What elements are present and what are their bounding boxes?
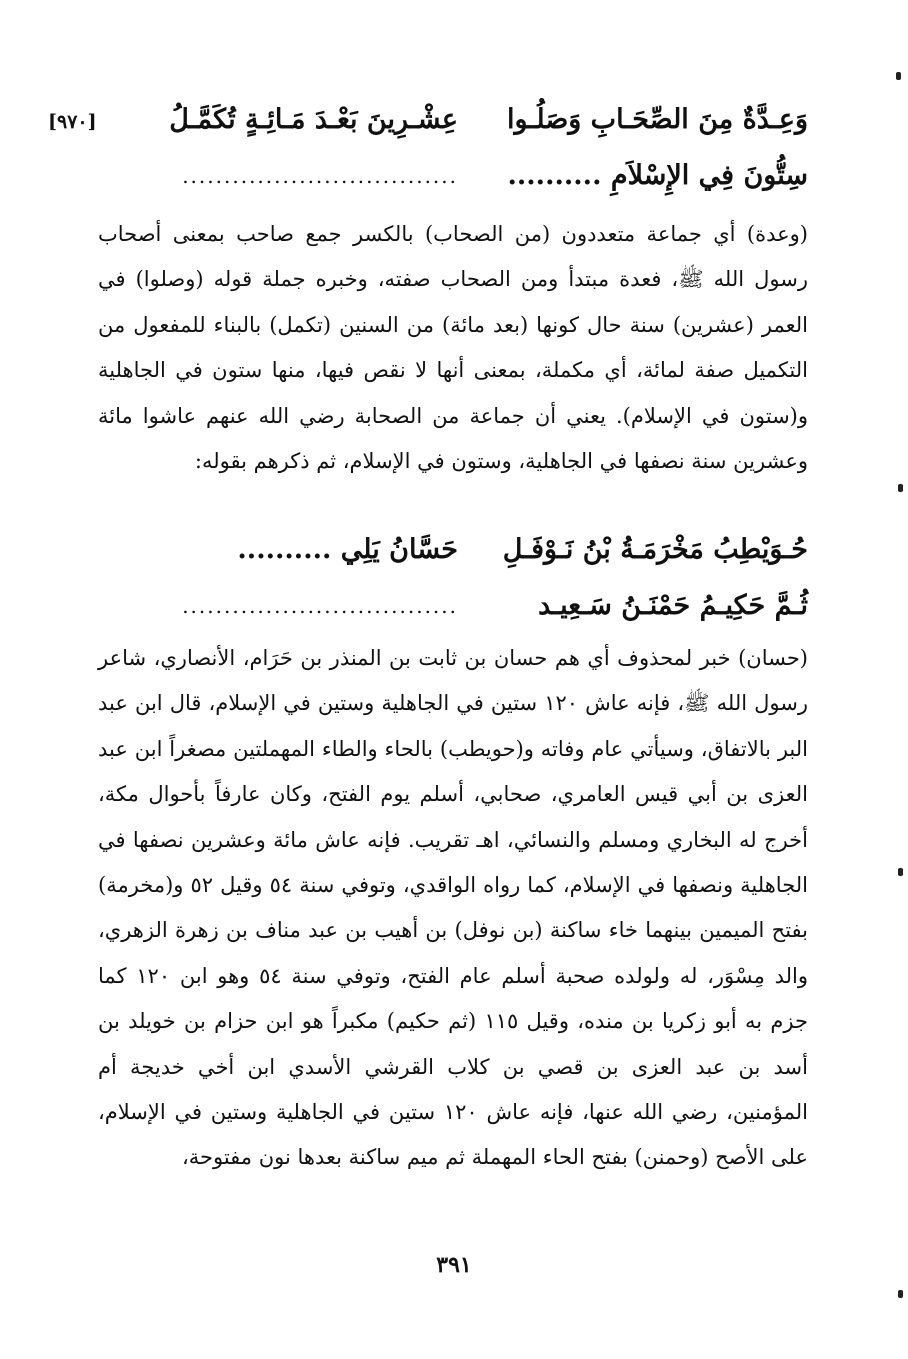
verse-number: [٩٧٠] [48,111,97,133]
scan-margin-mark [898,1290,903,1298]
verse-971-third-hemistich: ثُـمَّ حَكِيـمُ حَمْنَـنُ سَـعِيـد [538,590,808,621]
verse-970-second-hemistich: عِشْـرِينَ بَعْـدَ مَـائِـةٍ تُكَمَّـلُ [169,104,458,135]
verse-970-line-1 [48,92,808,148]
scan-margin-mark [898,484,903,492]
verse-971-second-hemistich: حَسَّانُ يَلِي .......... [237,534,458,565]
commentary-paragraph-2: (حسان) خبر لمحذوف أي هم حسان بن ثابت بن المنذر بن حَرَام، الأنصاري، شاعر رسول الله ﷺ، فإنه عاش ١٢٠ ستين في الجاهلية وستين في الإسلام، قال ابن عبد البر بالاتفاق، وسيأتي عام وفاته و(حويطب) بالحاء والطاء المهملتين مصغراً ابن عبد العزى بن أبي قيس العامري، صحابي، أسلم يوم الفتح، وكان عارفاً بأحوال مكة، أخرج له البخاري ومسلم والنسائي، اهـ تقريب. فإنه عاش مائة وعشرين نصفها في الجاهلية ونصفها في الإسلام، كما رواه الواقدي، وتوفي سنة ٥٤ وقيل ٥٢ و(مخرمة) بفتح الميمين بينهما خاء ساكنة (بن نوفل) بن أهيب بن عبد مناف بن زهرة الزهري، والد مِسْوَر، له ولولده صحبة أسلم عام الفتح، وتوفي سنة ٥٤ وهو ابن ١٢٠ كما جزم به أبو زكريا بن منده، وقيل ١١٥ (ثم حكيم) مكبراً هو ابن حزام بن خويلد بن أسد بن عبد العزى بن قصي بن كلاب القرشي الأسدي ابن أخي خديجة أم المؤمنين، رضي الله عنها، فإنه عاش ١٢٠ ستين في الجاهلية وستين في الإسلام، على الأصح (وحمنن) بفتح الحاء المهملة ثم ميم ساكنة بعدها نون مفتوحة، [98,646,808,1170]
verse-970-line-2 [98,148,808,204]
verse-970-third-hemistich: سِتُّونَ فِي الإِسْلاَمِ .......... [507,160,808,191]
verse-970-dotted-filler: ................................. [182,164,458,188]
verse-971 [98,522,808,634]
verse-971-dotted-filler: ................................. [182,594,458,618]
verse-971-line-2 [98,578,808,634]
verse-971-line-1 [98,522,808,578]
verse-970-first-hemistich: وَعِـدَّةٌ مِنَ الصِّحَـابِ وَصَلُـوا [507,104,808,135]
commentary-paragraph-1: (وعدة) أي جماعة متعددون (من الصحاب) بالكسر جمع صاحب بمعنى أصحاب رسول الله ﷺ، فعدة مبتدأ ومن الصحاب صفته، وخبره جملة قوله (وصلوا) في العمر (عشرين) سنة حال كونها (بعد مائة) من السنين (تكمل) بالبناء للمفعول من التكميل صفة لمائة، أي مكملة، بمعنى أنها لا نقص فيها، منها ستون في الجاهلية و(ستون في الإسلام). يعني أن جماعة من الصحابة رضي الله عنهم عاشوا مائة وعشرين سنة نصفها في الجاهلية، وستون في الإسلام، ثم ذكرهم بقوله: [98,222,808,474]
page-number: ٣٩١ [436,1252,472,1278]
scan-margin-mark [898,868,903,876]
scan-margin-mark [896,72,901,80]
verse-971-first-hemistich: حُـوَيْطِبُ مَخْرَمَـةُ بْنُ نَـوْفَـلِ [502,534,808,565]
verse-970 [48,92,808,204]
